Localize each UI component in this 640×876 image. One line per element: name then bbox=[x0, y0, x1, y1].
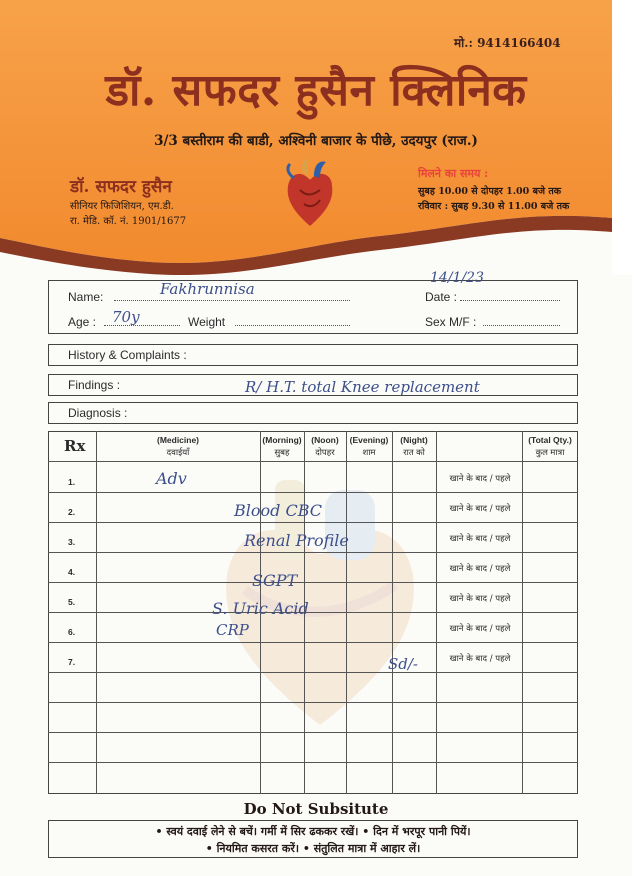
handwritten-entry[interactable]: SGPT bbox=[252, 571, 298, 590]
date-label: Date : bbox=[425, 290, 458, 304]
rx-symbol: Rx bbox=[64, 437, 86, 455]
row-divider bbox=[48, 672, 578, 673]
doctor-signature[interactable]: Sd/- bbox=[388, 655, 418, 673]
name-label: Name: bbox=[68, 290, 104, 304]
heart-icon bbox=[282, 156, 338, 228]
handwritten-entry[interactable]: CRP bbox=[216, 621, 249, 639]
clinic-address: 3/3 बस्तीराम की बाडी, अश्विनी बाजार के पीछे, उदयपुर (राज.) bbox=[154, 133, 478, 149]
weight-label: Weight bbox=[188, 315, 226, 329]
row-divider bbox=[48, 612, 578, 613]
phone-number: मो.: 9414166404 bbox=[454, 36, 561, 50]
row-number: 1. bbox=[68, 477, 76, 487]
history-label: History & Complaints : bbox=[68, 348, 187, 362]
row-number: 3. bbox=[68, 537, 76, 547]
after-meal-label: खाने के बाद / पहले bbox=[449, 624, 511, 634]
row-divider bbox=[48, 552, 578, 553]
sex-line bbox=[483, 325, 560, 326]
col-medicine: (Medicine) दवाईयाँ bbox=[156, 435, 200, 457]
col-total-qty: (Total Qty.) कुल मात्रा bbox=[528, 435, 572, 457]
do-not-substitute: Do Not Subsitute bbox=[243, 800, 389, 818]
rx-table bbox=[48, 431, 578, 794]
after-meal-label: खाने के बाद / पहले bbox=[449, 474, 511, 484]
timing-weekday: सुबह 10.00 से दोपहर 1.00 बजे तक bbox=[418, 186, 562, 197]
handwritten-entry[interactable]: Renal Profile bbox=[244, 531, 349, 550]
diagnosis-label: Diagnosis : bbox=[68, 406, 128, 420]
row-divider bbox=[48, 492, 578, 493]
col-morning: (Morning) सुबह bbox=[262, 435, 302, 457]
doctor-registration: रा. मेडि. कॉ. नं. 1901/1677 bbox=[70, 216, 187, 227]
row-divider bbox=[48, 642, 578, 643]
row-divider bbox=[48, 762, 578, 763]
patient-name-value[interactable]: Fakhrunnisa bbox=[160, 280, 255, 298]
row-divider bbox=[48, 732, 578, 733]
after-meal-label: खाने के बाद / पहले bbox=[449, 654, 511, 664]
age-value[interactable]: 70y bbox=[112, 308, 140, 326]
header-divider bbox=[48, 461, 578, 462]
after-meal-label: खाने के बाद / पहले bbox=[449, 594, 511, 604]
timing-title: मिलने का समय : bbox=[418, 167, 489, 180]
date-line bbox=[460, 300, 560, 301]
advice-line-1: • स्वयं दवाई लेने से बचें। गर्मी में सिर ढककर रखें। • दिन में भरपूर पानी पियें। bbox=[155, 825, 471, 838]
findings-note[interactable]: R/ H.T. total Knee replacement bbox=[245, 378, 480, 396]
after-meal-label: खाने के बाद / पहले bbox=[449, 504, 511, 514]
row-number: 4. bbox=[68, 567, 76, 577]
sex-label: Sex M/F : bbox=[425, 315, 477, 329]
advice-box bbox=[48, 820, 578, 858]
handwritten-entry[interactable]: Adv bbox=[156, 469, 187, 488]
col-noon: (Noon) दोपहर bbox=[311, 435, 339, 457]
row-number: 6. bbox=[68, 627, 76, 637]
row-divider bbox=[48, 702, 578, 703]
after-meal-label: खाने के बाद / पहले bbox=[449, 564, 511, 574]
row-divider bbox=[48, 522, 578, 523]
after-meal-label: खाने के बाद / पहले bbox=[449, 534, 511, 544]
clinic-name: डॉ. सफदर हुसैन क्लिनिक bbox=[105, 65, 527, 116]
timing-sunday: रविवार : सुबह 9.30 से 11.00 बजे तक bbox=[418, 201, 570, 212]
row-number: 7. bbox=[68, 657, 76, 667]
findings-label: Findings : bbox=[68, 378, 121, 392]
col-evening: (Evening) शाम bbox=[349, 435, 389, 457]
handwritten-entry[interactable]: S. Uric Acid bbox=[212, 599, 309, 618]
row-divider bbox=[48, 582, 578, 583]
diagnosis-box bbox=[48, 402, 578, 424]
age-label: Age : bbox=[68, 315, 97, 329]
weight-line bbox=[235, 325, 350, 326]
row-number: 5. bbox=[68, 597, 76, 607]
doctor-title: सीनियर फिजिशियन, एम.डी. bbox=[70, 201, 174, 212]
row-number: 2. bbox=[68, 507, 76, 517]
advice-line-2: • नियमित कसरत करें। • संतुलित मात्रा में आहार लें। bbox=[205, 842, 421, 855]
handwritten-entry[interactable]: Blood CBC bbox=[234, 501, 323, 520]
date-value[interactable]: 14/1/23 bbox=[430, 270, 484, 286]
doctor-name: डॉ. सफदर हुसैन bbox=[70, 177, 172, 197]
name-line bbox=[114, 300, 350, 301]
col-night: (Night) रात को bbox=[400, 435, 428, 457]
